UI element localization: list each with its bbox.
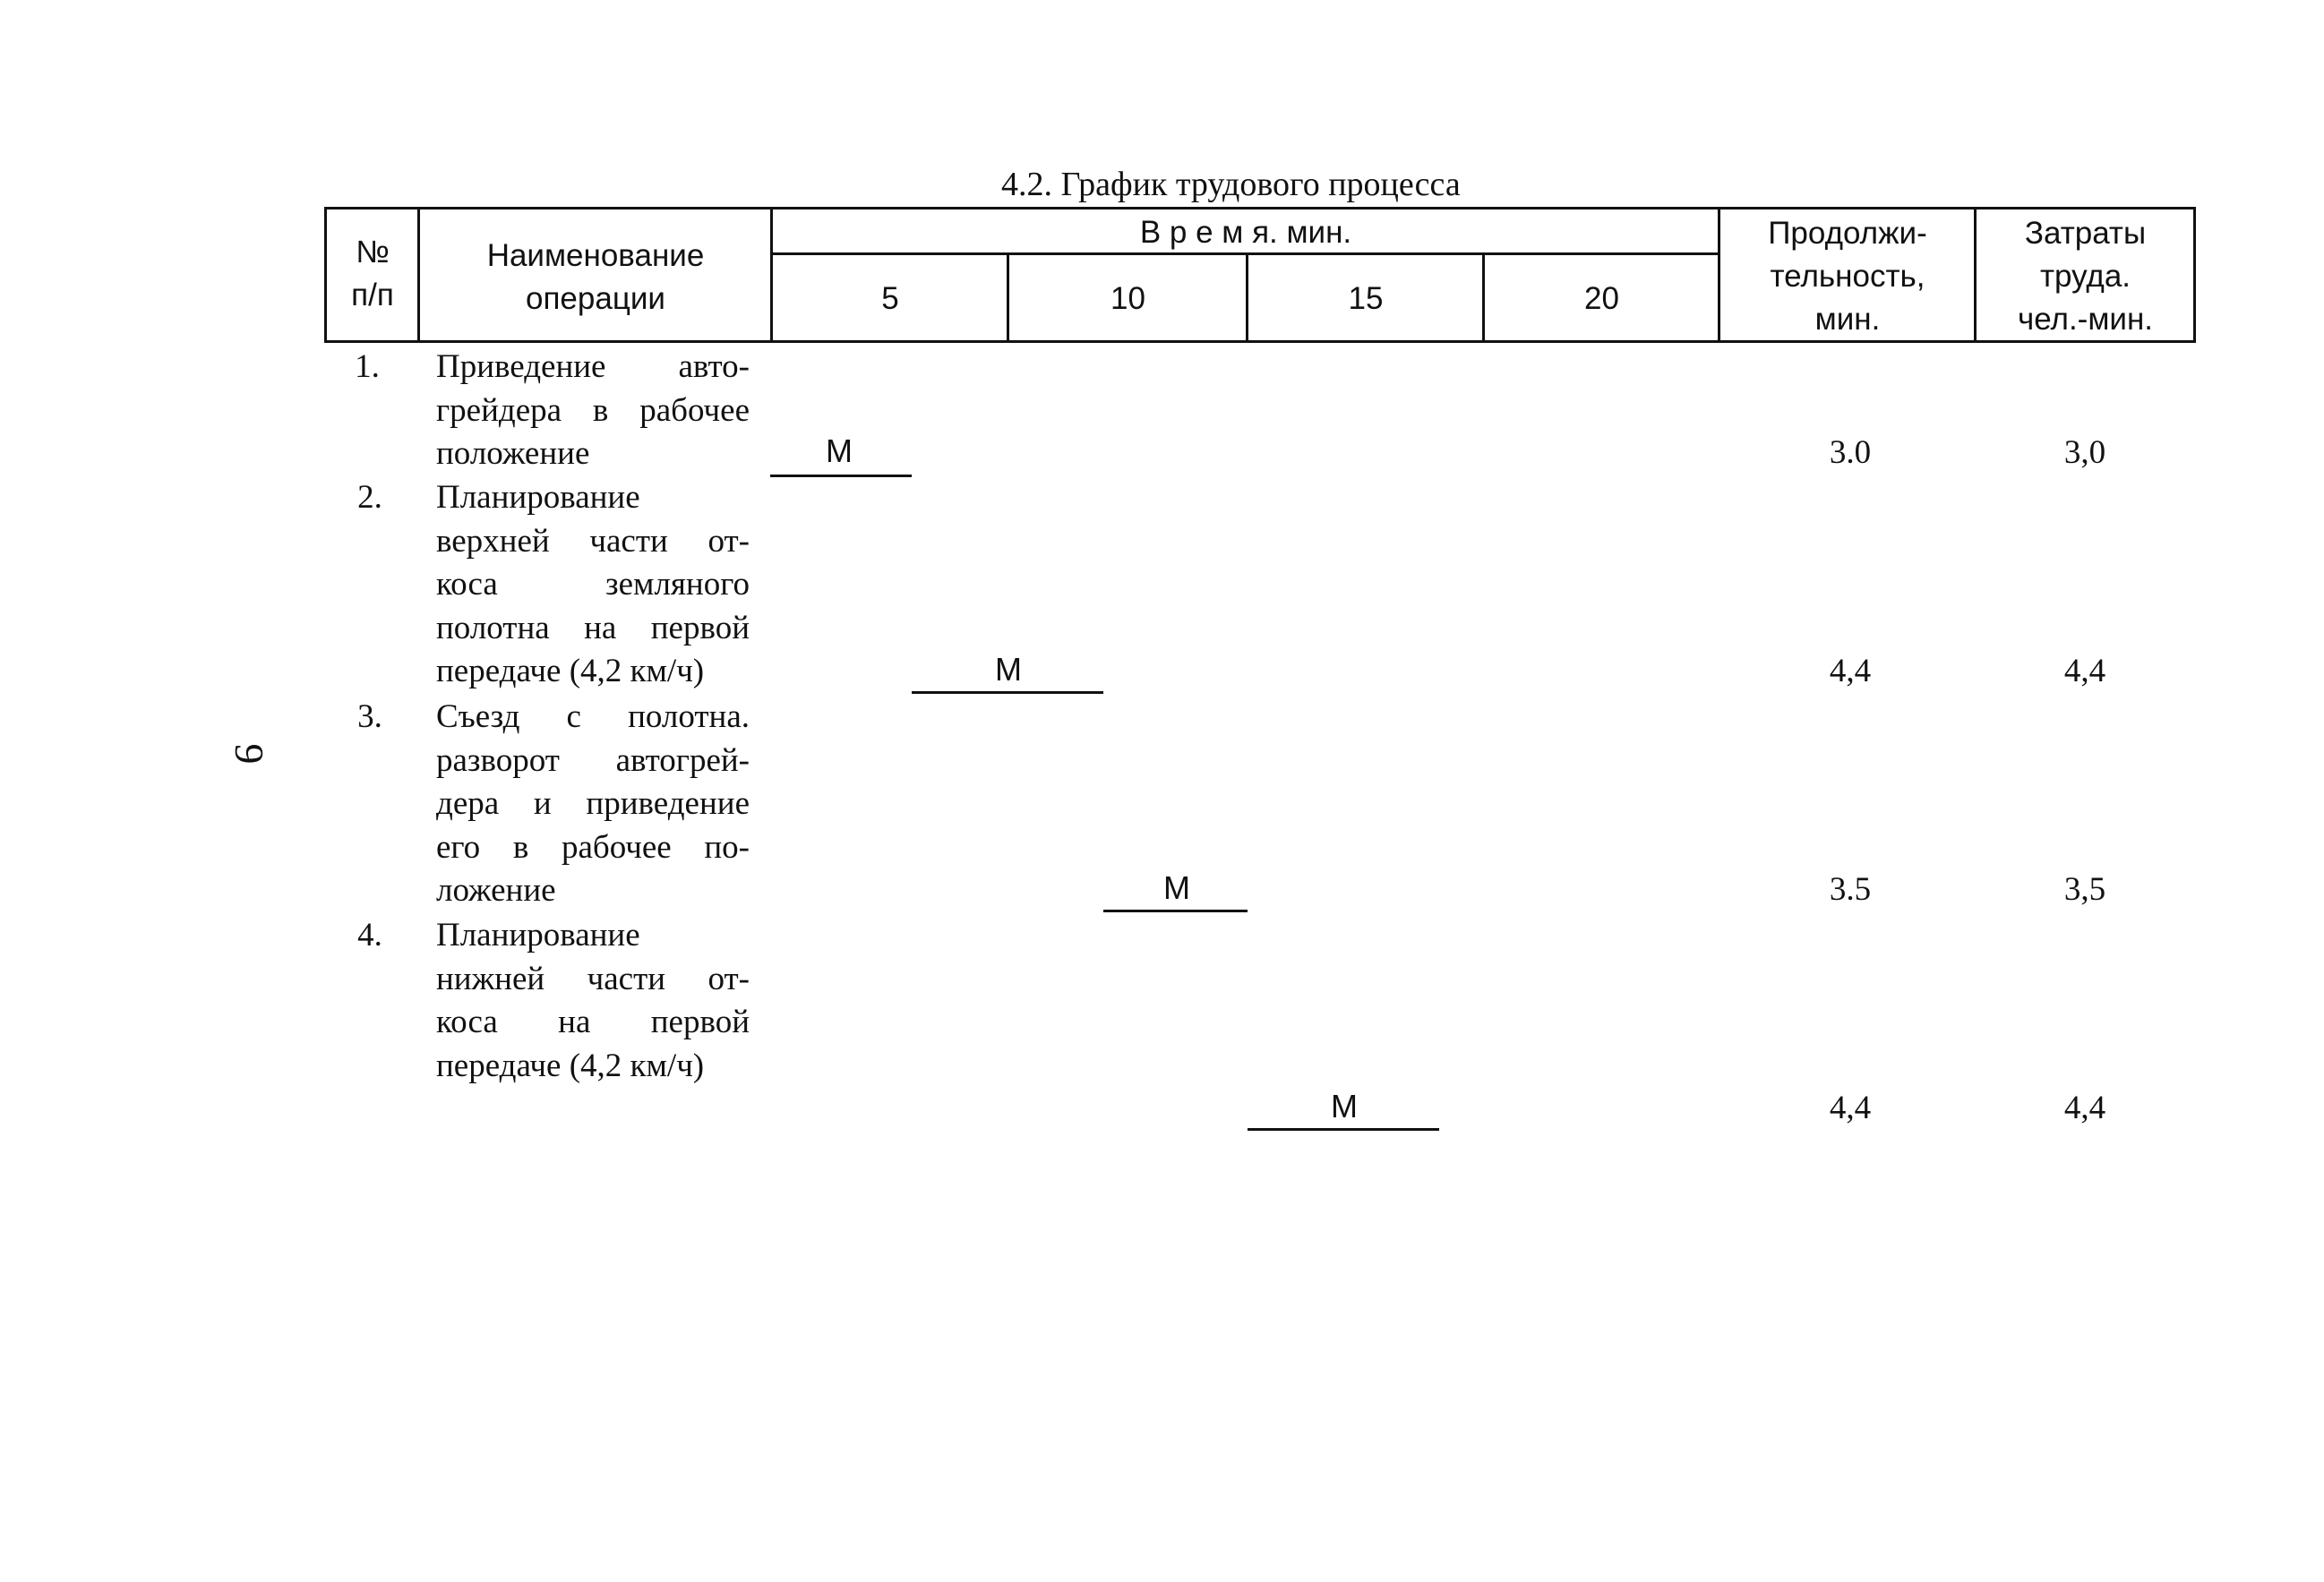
header-tick-5: 5 [881,281,899,316]
header-num-line1: № [356,235,390,269]
header-num-line2: п/п [351,278,394,312]
operation-line: коса земляного [436,566,750,603]
operation-line: разворот автогрей- [436,741,750,779]
gantt-bar [1248,1128,1439,1131]
operation-line: передаче (4,2 км/ч) [436,653,705,689]
operation-line: его в рабочее по- [436,828,750,866]
labor-value: 4,4 [2063,653,2106,689]
page-number: 9 [227,743,272,765]
header-tick-10: 10 [1111,281,1145,316]
operation-name [436,476,750,694]
gantt-bar-label: М [1331,1088,1358,1125]
header-labor-line1: Затраты [2024,216,2147,251]
operation-line: Приведение авто- [436,348,750,385]
row-number: 4. [357,917,382,953]
operation-line: нижней части от- [436,960,750,997]
operation-name [436,696,750,913]
operation-line: грейдера в рабочее [436,391,750,429]
duration-value: 4,4 [1829,1090,1872,1126]
operation-line: положение [436,435,590,472]
operation-line: коса на первой [436,1004,750,1040]
gantt-bar-label: М [1163,869,1190,906]
header-labor-line2: труда. [2039,259,2131,294]
header-left-border [324,207,327,343]
labor-value: 4,4 [2063,1090,2106,1126]
gantt-bar-label: М [995,651,1022,688]
divider-tick-5-10 [1007,252,1009,343]
gantt-bar [912,691,1103,694]
header-top-border [324,207,2196,210]
divider-tick-10-15 [1246,252,1248,343]
operation-line: передаче (4,2 км/ч) [436,1047,705,1084]
duration-value: 4,4 [1829,653,1872,689]
header-name-line2: операции [526,281,665,316]
operation-name [436,914,750,1088]
header-right-border [2193,207,2196,343]
divider-num-name [417,207,420,343]
operation-line: ложение [436,872,556,909]
operation-line: Планирование [436,479,640,516]
operation-name [436,346,750,476]
divider-time-duration [1718,207,1720,343]
header-labor-line3: чел.-мин. [2017,302,2153,337]
divider-tick-15-20 [1482,252,1485,343]
operation-line: верхней части от- [436,522,750,560]
header-tick-20: 20 [1584,281,1619,316]
labor-value: 3,0 [2063,434,2106,471]
header-name-line1: Наименование [486,238,705,273]
header-duration-line1: Продолжи- [1768,216,1927,251]
operation-line: Планирование [436,917,640,953]
operation-line: дера и приведение [436,785,750,822]
gantt-bar [1103,910,1248,912]
row-number: 1. [355,348,380,385]
header-time-group: В р е м я. мин. [1139,215,1352,250]
header-duration-line2: тельность, [1770,259,1925,294]
duration-value: 3.0 [1829,434,1872,471]
divider-duration-labor [1974,207,1977,343]
divider-name-time [770,207,773,343]
gantt-bar-label: М [826,432,853,469]
gantt-bar [770,475,912,477]
duration-value: 3.5 [1829,871,1872,908]
header-tick-15: 15 [1348,281,1384,316]
operation-line: Съезд с полотна. [436,698,750,735]
document-title: 4.2. График трудового процесса [1001,166,1461,203]
row-number: 3. [357,698,382,735]
header-duration-line3: мин. [1814,302,1881,337]
labor-value: 3,5 [2063,871,2106,908]
row-number: 2. [357,479,382,516]
operation-line: полотна на первой [436,609,750,646]
